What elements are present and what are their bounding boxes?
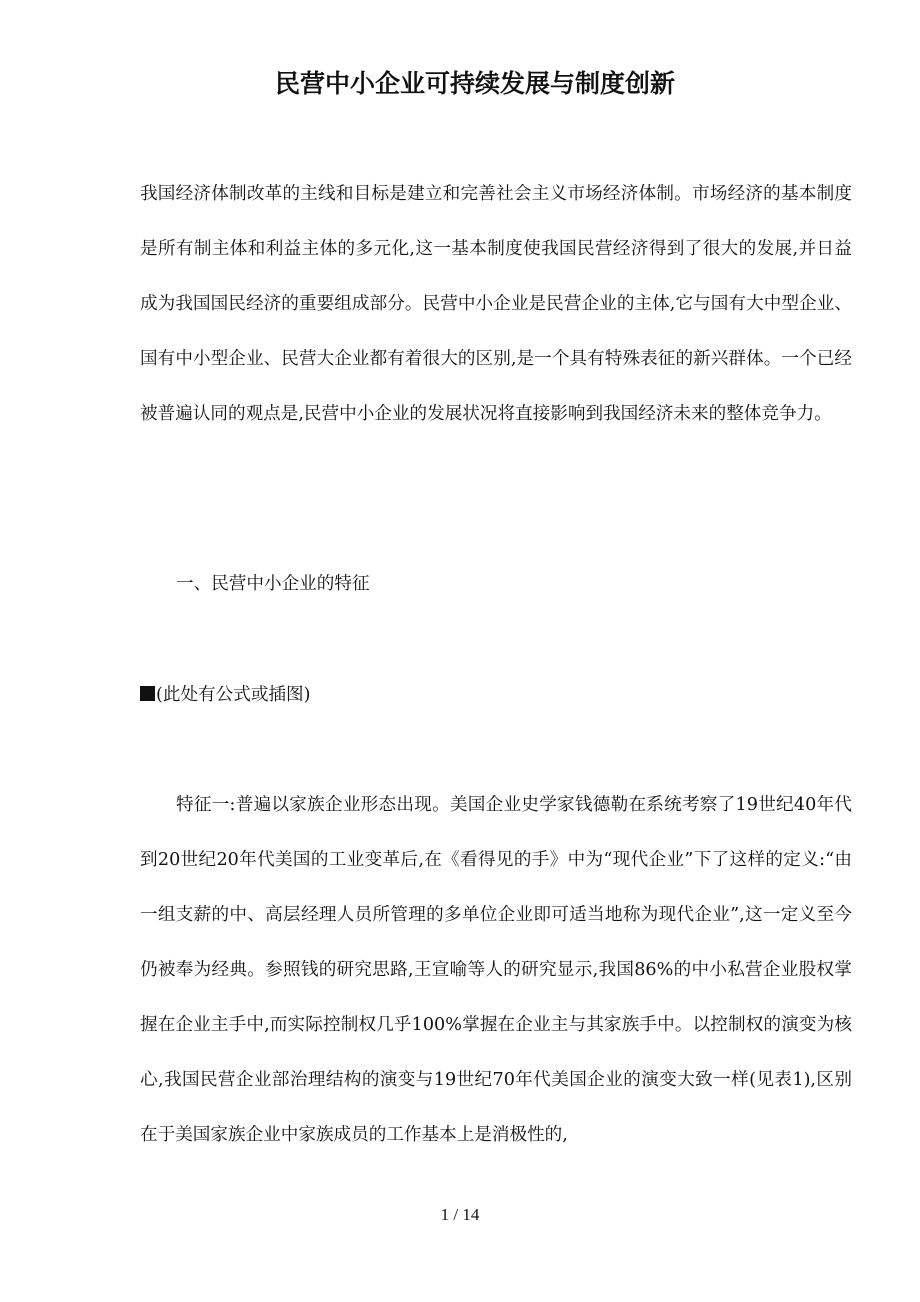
page-number: 1 / 14 [440, 1205, 480, 1224]
feature-paragraph: 特征一:普遍以家族企业形态出现。美国企业史学家钱德勒在系统考察了19世纪40年代到20世纪20年代美国的工业变革后,在《看得见的手》中为“现代企业”下了这样的定义:“由一组支薪的中、高层经理人员所管理的多单位企业即可适当地称为现代企业”,这一定义至今仍被奉为经典。参照钱的研究思路,王宣喻等人的研究显示,我国86%的中小私营企业股权掌握在企业主手中,而实际控制权几乎100%掌握在企业主与其家族手中。以控制权的演变为核心,我国民营企业部治理结构的演变与19世纪70年代美国企业的演变大致一样(见表1),区别在于美国家族企业中家族成员的工作基本上是消极性的, [140, 795, 852, 1145]
intro-paragraph: 我国经济体制改革的主线和目标是建立和完善社会主义市场经济体制。市场经济的基本制度是所有制主体和利益主体的多元化,这一基本制度使我国民营经济得到了很大的发展,并日益成为我国国民经济的重要组成部分。民营中小企业是民营企业的主体,它与国有大中型企业、国有中小型企业、民营大企业都有着很大的区别,是一个具有特殊表征的新兴群体。一个已经被普遍认同的观点是,民营中小企业的发展状况将直接影响到我国经济未来的整体竞争力。 [140, 184, 852, 424]
document-title: 民营中小企业可持续发展与制度创新 [274, 69, 675, 98]
section-heading: 一、民营中小企业的特征 [176, 574, 370, 594]
figure-placeholder [140, 668, 852, 723]
placeholder-square-icon [140, 686, 155, 701]
figure-note-text: (此处有公式或插图) [156, 685, 311, 705]
